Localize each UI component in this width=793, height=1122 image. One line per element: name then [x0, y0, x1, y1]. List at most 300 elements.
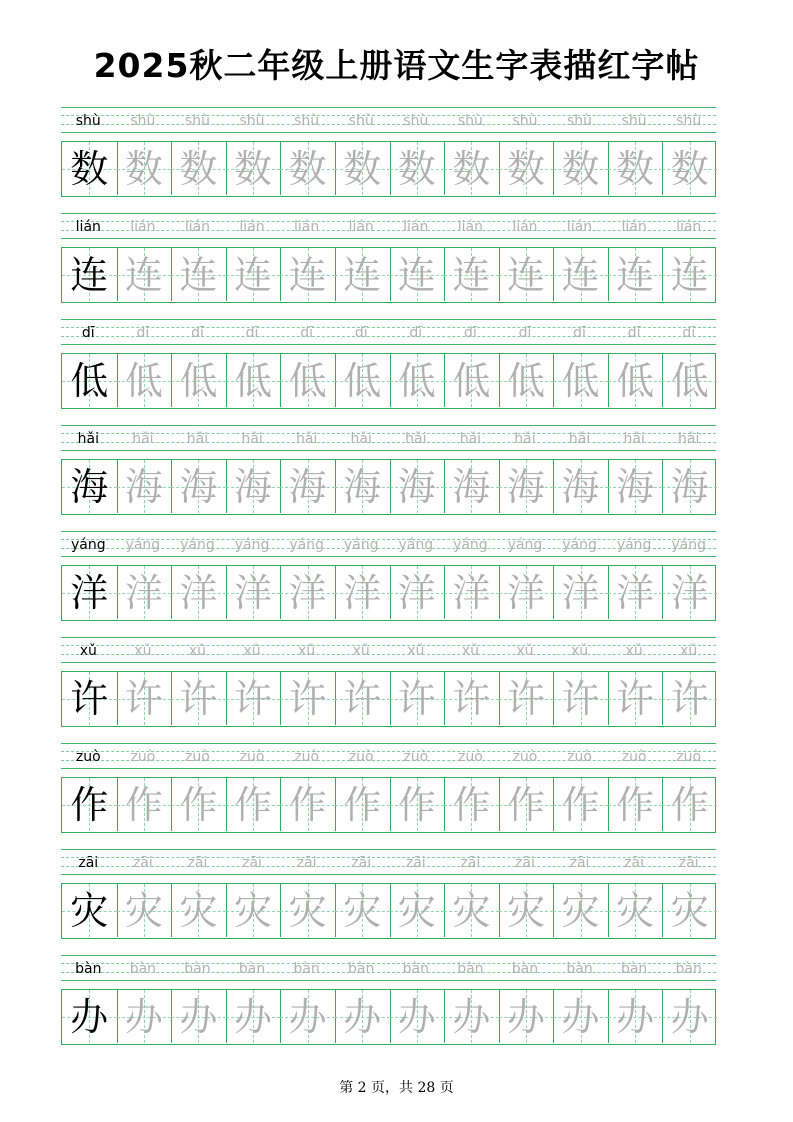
- tian-zi-cell: [117, 884, 172, 937]
- trace-character: 灾: [124, 888, 163, 933]
- tian-zi-cell: [499, 884, 554, 937]
- tian-zi-cell: [280, 142, 335, 195]
- tian-zi-cell: [335, 248, 390, 301]
- tian-zi-cell: [280, 778, 335, 831]
- trace-character: 作: [343, 782, 382, 827]
- trace-character: 灾: [561, 888, 600, 933]
- character-grid: [61, 565, 716, 621]
- pinyin-model: xǔ: [79, 643, 97, 659]
- tian-zi-cell: [390, 778, 445, 831]
- pinyin-trace: bàn: [238, 961, 266, 977]
- trace-character: 办: [288, 994, 327, 1039]
- page-footer: 第 2 页，共 28 页: [339, 1080, 454, 1096]
- tian-zi-cell: [62, 778, 117, 831]
- pinyin-trace: zuò: [567, 749, 592, 765]
- pinyin-trace: xǔ: [134, 643, 152, 659]
- tian-zi-cell: [662, 672, 717, 725]
- pinyin-trace: bàn: [511, 961, 539, 977]
- tian-zi-cell: [226, 566, 281, 619]
- tian-zi-cell: [662, 354, 717, 407]
- tian-zi-cell: [280, 354, 335, 407]
- trace-character: 海: [506, 464, 545, 509]
- tian-zi-cell: [226, 248, 281, 301]
- tian-zi-cell: [117, 460, 172, 513]
- tian-zi-cell: [662, 248, 717, 301]
- tian-zi-cell: [662, 990, 717, 1043]
- trace-character: 连: [616, 252, 655, 297]
- pinyin-trace: shù: [621, 113, 647, 129]
- pinyin-model: dī: [81, 325, 95, 341]
- tian-zi-cell: [62, 248, 117, 301]
- pinyin-trace: dī: [191, 325, 204, 341]
- trace-character: 洋: [234, 570, 273, 615]
- pinyin-model: shù: [75, 113, 101, 129]
- tian-zi-cell: [499, 248, 554, 301]
- pinyin-trace: yáng: [289, 537, 324, 553]
- pinyin-trace: yáng: [398, 537, 434, 553]
- tian-zi-cell: [335, 778, 390, 831]
- pinyin-trace: dī: [573, 325, 586, 341]
- model-character: 数: [70, 146, 109, 191]
- model-character: 洋: [70, 570, 109, 615]
- trace-character: 洋: [452, 570, 491, 615]
- trace-character: 作: [616, 782, 655, 827]
- trace-character: 许: [288, 676, 327, 721]
- tian-zi-cell: [444, 248, 499, 301]
- tian-zi-cell: [117, 990, 172, 1043]
- tian-zi-cell: [553, 460, 608, 513]
- pinyin-trace: xǔ: [352, 643, 370, 659]
- tian-zi-cell: [226, 142, 281, 195]
- pinyin-trace: zāi: [569, 855, 590, 871]
- tian-zi-cell: [335, 884, 390, 937]
- tian-zi-cell: [553, 672, 608, 725]
- pinyin-trace: xǔ: [570, 643, 589, 659]
- trace-character: 许: [670, 676, 709, 721]
- tian-zi-cell: [662, 142, 717, 195]
- pinyin-trace: xǔ: [461, 643, 479, 659]
- tian-zi-cell: [499, 354, 554, 407]
- trace-character: 海: [179, 464, 218, 509]
- trace-character: 连: [288, 252, 327, 297]
- tian-zi-cell: [444, 778, 499, 831]
- trace-character: 数: [288, 146, 327, 191]
- trace-character: 海: [288, 464, 327, 509]
- trace-character: 许: [397, 676, 436, 721]
- tian-zi-cell: [662, 778, 717, 831]
- tian-zi-cell: [390, 990, 445, 1043]
- trace-character: 办: [179, 994, 218, 1039]
- trace-character: 低: [616, 358, 655, 403]
- tian-zi-cell: [226, 990, 281, 1043]
- pinyin-trace: bàn: [348, 961, 375, 977]
- trace-character: 海: [670, 464, 709, 509]
- tian-zi-cell: [499, 566, 554, 619]
- pinyin-trace: lián: [512, 219, 538, 235]
- tian-zi-cell: [499, 460, 554, 513]
- pinyin-trace: bàn: [566, 961, 593, 977]
- tian-zi-cell: [444, 354, 499, 407]
- trace-character: 低: [179, 358, 218, 403]
- tian-zi-cell: [390, 460, 445, 513]
- model-character: 海: [70, 464, 109, 509]
- pinyin-trace: shù: [676, 113, 702, 129]
- character-grid: [61, 141, 716, 197]
- practice-row: [61, 849, 716, 955]
- pinyin-trace: bàn: [457, 961, 484, 977]
- trace-character: 海: [561, 464, 600, 509]
- trace-character: 数: [452, 146, 491, 191]
- trace-character: 灾: [179, 888, 218, 933]
- character-grid: [61, 671, 716, 727]
- trace-character: 作: [179, 782, 218, 827]
- tian-zi-cell: [662, 566, 717, 619]
- trace-character: 洋: [179, 570, 218, 615]
- trace-character: 低: [670, 358, 709, 403]
- pinyin-trace: zāi: [515, 855, 535, 871]
- pinyin-trace: bàn: [293, 961, 320, 977]
- trace-character: 许: [343, 676, 382, 721]
- trace-character: 办: [670, 994, 709, 1039]
- trace-character: 低: [506, 358, 545, 403]
- pinyin-trace: zuò: [185, 749, 210, 765]
- tian-zi-cell: [390, 672, 445, 725]
- trace-character: 许: [234, 676, 273, 721]
- tian-zi-cell: [608, 778, 663, 831]
- pinyin-model: zuò: [75, 749, 101, 765]
- trace-character: 灾: [343, 888, 382, 933]
- pinyin-trace: hǎi: [241, 431, 263, 447]
- trace-character: 低: [397, 358, 436, 403]
- tian-zi-cell: [553, 566, 608, 619]
- practice-row: [61, 637, 716, 743]
- pinyin-trace: zuò: [348, 749, 374, 765]
- pinyin-trace: hǎi: [568, 431, 591, 447]
- tian-zi-cell: [553, 354, 608, 407]
- tian-zi-cell: [444, 142, 499, 195]
- tian-zi-cell: [553, 248, 608, 301]
- pinyin-trace: hǎi: [186, 431, 209, 447]
- tian-zi-cell: [62, 460, 117, 513]
- trace-character: 海: [124, 464, 163, 509]
- trace-character: 洋: [506, 570, 545, 615]
- trace-character: 许: [452, 676, 491, 721]
- tian-zi-cell: [62, 884, 117, 937]
- trace-character: 连: [670, 252, 709, 297]
- pinyin-trace: zāi: [351, 855, 372, 871]
- tian-zi-cell: [499, 142, 554, 195]
- tian-zi-cell: [444, 460, 499, 513]
- character-grid: [61, 883, 716, 939]
- trace-character: 灾: [452, 888, 491, 933]
- trace-character: 数: [124, 146, 163, 191]
- trace-character: 许: [561, 676, 600, 721]
- pinyin-trace: dī: [300, 325, 314, 341]
- tian-zi-cell: [608, 460, 663, 513]
- pinyin-band: [61, 637, 716, 663]
- pinyin-trace: zāi: [296, 855, 317, 871]
- trace-character: 低: [124, 358, 163, 403]
- pinyin-band: [61, 849, 716, 875]
- tian-zi-cell: [608, 990, 663, 1043]
- tian-zi-cell: [608, 142, 663, 195]
- trace-character: 海: [397, 464, 436, 509]
- pinyin-trace: xǔ: [625, 643, 643, 659]
- trace-character: 作: [397, 782, 436, 827]
- tian-zi-cell: [499, 672, 554, 725]
- tian-zi-cell: [335, 354, 390, 407]
- pinyin-band: [61, 319, 716, 345]
- pinyin-trace: xǔ: [407, 643, 425, 659]
- pinyin-trace: dī: [627, 325, 641, 341]
- tian-zi-cell: [171, 884, 226, 937]
- pinyin-trace: shù: [239, 113, 265, 129]
- pinyin-trace: shù: [403, 113, 429, 129]
- trace-character: 连: [343, 252, 382, 297]
- tian-zi-cell: [280, 672, 335, 725]
- tian-zi-cell: [226, 354, 281, 407]
- trace-character: 低: [234, 358, 273, 403]
- tian-zi-cell: [171, 566, 226, 619]
- pinyin-trace: hǎi: [132, 431, 154, 447]
- pinyin-band: [61, 531, 716, 557]
- character-grid: [61, 989, 716, 1045]
- trace-character: 办: [124, 994, 163, 1039]
- tian-zi-cell: [390, 142, 445, 195]
- tian-zi-cell: [171, 990, 226, 1043]
- pinyin-trace: shù: [348, 113, 374, 129]
- practice-row: [61, 425, 716, 531]
- pinyin-trace: yáng: [507, 537, 543, 553]
- trace-character: 作: [288, 782, 327, 827]
- tian-zi-cell: [662, 884, 717, 937]
- tian-zi-cell: [553, 142, 608, 195]
- pinyin-trace: yáng: [125, 537, 161, 553]
- tian-zi-cell: [117, 566, 172, 619]
- trace-character: 数: [670, 146, 709, 191]
- trace-character: 洋: [561, 570, 600, 615]
- trace-character: 低: [561, 358, 600, 403]
- pinyin-band: [61, 743, 716, 769]
- tian-zi-cell: [444, 672, 499, 725]
- tian-zi-cell: [280, 248, 335, 301]
- model-character: 低: [70, 358, 109, 403]
- trace-character: 灾: [397, 888, 436, 933]
- tian-zi-cell: [171, 672, 226, 725]
- tian-zi-cell: [335, 990, 390, 1043]
- tian-zi-cell: [553, 778, 608, 831]
- trace-character: 连: [506, 252, 545, 297]
- pinyin-model: hǎi: [77, 431, 99, 447]
- trace-character: 许: [506, 676, 545, 721]
- tian-zi-cell: [171, 354, 226, 407]
- pinyin-trace: yáng: [453, 537, 488, 553]
- tian-zi-cell: [171, 248, 226, 301]
- tian-zi-cell: [608, 248, 663, 301]
- pinyin-trace: lián: [566, 219, 593, 235]
- trace-character: 许: [616, 676, 655, 721]
- pinyin-model: lián: [75, 219, 101, 235]
- pinyin-trace: dī: [136, 325, 150, 341]
- trace-character: 数: [561, 146, 600, 191]
- practice-row: [61, 531, 716, 637]
- trace-character: 数: [397, 146, 436, 191]
- tian-zi-cell: [608, 566, 663, 619]
- pinyin-trace: hǎi: [678, 431, 700, 447]
- trace-character: 作: [124, 782, 163, 827]
- pinyin-trace: shù: [512, 113, 538, 129]
- pinyin-trace: dī: [518, 325, 532, 341]
- tian-zi-cell: [62, 142, 117, 195]
- pinyin-trace: lián: [348, 219, 374, 235]
- tian-zi-cell: [499, 778, 554, 831]
- trace-character: 数: [179, 146, 218, 191]
- practice-row: [61, 319, 716, 425]
- trace-character: 洋: [124, 570, 163, 615]
- pinyin-trace: lián: [403, 219, 429, 235]
- model-character: 作: [70, 782, 109, 827]
- pinyin-trace: lián: [239, 219, 265, 235]
- model-character: 灾: [70, 888, 109, 933]
- tian-zi-cell: [117, 354, 172, 407]
- tian-zi-cell: [62, 354, 117, 407]
- trace-character: 办: [234, 994, 273, 1039]
- trace-character: 洋: [670, 570, 709, 615]
- page-title: 2025秋二年级上册语文生字表描红字帖: [93, 46, 700, 85]
- pinyin-trace: yáng: [343, 537, 379, 553]
- pinyin-model: zāi: [78, 855, 99, 871]
- trace-character: 数: [616, 146, 655, 191]
- tian-zi-cell: [335, 566, 390, 619]
- model-character: 许: [70, 676, 109, 721]
- trace-character: 洋: [397, 570, 436, 615]
- pinyin-band: [61, 955, 716, 981]
- tian-zi-cell: [171, 778, 226, 831]
- trace-character: 办: [343, 994, 382, 1039]
- trace-character: 灾: [506, 888, 545, 933]
- tian-zi-cell: [280, 566, 335, 619]
- tian-zi-cell: [662, 460, 717, 513]
- pinyin-trace: zāi: [678, 855, 699, 871]
- tian-zi-cell: [280, 990, 335, 1043]
- pinyin-trace: zāi: [624, 855, 645, 871]
- trace-character: 连: [234, 252, 273, 297]
- pinyin-trace: dī: [354, 325, 368, 341]
- practice-row: [61, 743, 716, 849]
- tian-zi-cell: [226, 460, 281, 513]
- trace-character: 灾: [234, 888, 273, 933]
- pinyin-trace: xǔ: [516, 643, 534, 659]
- trace-character: 低: [288, 358, 327, 403]
- pinyin-trace: zuò: [621, 749, 647, 765]
- tian-zi-cell: [117, 248, 172, 301]
- pinyin-trace: hǎi: [459, 431, 482, 447]
- practice-row: [61, 213, 716, 319]
- pinyin-trace: shù: [184, 113, 210, 129]
- practice-sheet: [61, 107, 716, 1061]
- tian-zi-cell: [62, 566, 117, 619]
- character-grid: [61, 247, 716, 303]
- tian-zi-cell: [117, 142, 172, 195]
- pinyin-trace: xǔ: [243, 643, 261, 659]
- pinyin-trace: yáng: [562, 537, 597, 553]
- tian-zi-cell: [62, 990, 117, 1043]
- trace-character: 数: [234, 146, 273, 191]
- pinyin-trace: yáng: [180, 537, 215, 553]
- trace-character: 作: [452, 782, 491, 827]
- trace-character: 办: [616, 994, 655, 1039]
- pinyin-trace: shù: [567, 113, 593, 129]
- pinyin-trace: zāi: [187, 855, 208, 871]
- pinyin-trace: shù: [294, 113, 320, 129]
- pinyin-trace: xǔ: [298, 643, 316, 659]
- tian-zi-cell: [553, 884, 608, 937]
- pinyin-trace: hǎi: [350, 431, 372, 447]
- tian-zi-cell: [335, 460, 390, 513]
- pinyin-trace: shù: [457, 113, 483, 129]
- pinyin-trace: zuò: [130, 749, 156, 765]
- pinyin-trace: yáng: [616, 537, 652, 553]
- pinyin-trace: bàn: [129, 961, 157, 977]
- tian-zi-cell: [390, 566, 445, 619]
- pinyin-trace: hǎi: [514, 431, 536, 447]
- model-character: 办: [70, 994, 109, 1039]
- pinyin-trace: lián: [457, 219, 483, 235]
- character-grid: [61, 777, 716, 833]
- pinyin-trace: lián: [184, 219, 211, 235]
- trace-character: 洋: [288, 570, 327, 615]
- pinyin-trace: zāi: [405, 855, 426, 871]
- pinyin-trace: bàn: [184, 961, 211, 977]
- pinyin-trace: zuò: [294, 749, 320, 765]
- pinyin-trace: shù: [130, 113, 156, 129]
- pinyin-trace: zuò: [457, 749, 483, 765]
- tian-zi-cell: [280, 884, 335, 937]
- tian-zi-cell: [117, 672, 172, 725]
- pinyin-trace: bàn: [675, 961, 702, 977]
- pinyin-trace: dī: [463, 325, 477, 341]
- character-grid: [61, 459, 716, 515]
- trace-character: 海: [616, 464, 655, 509]
- tian-zi-cell: [444, 884, 499, 937]
- trace-character: 办: [397, 994, 436, 1039]
- trace-character: 许: [124, 676, 163, 721]
- trace-character: 数: [343, 146, 382, 191]
- pinyin-trace: hǎi: [295, 431, 318, 447]
- pinyin-trace: xǔ: [188, 643, 207, 659]
- pinyin-trace: zuò: [512, 749, 538, 765]
- practice-row: [61, 955, 716, 1061]
- tian-zi-cell: [226, 884, 281, 937]
- tian-zi-cell: [390, 354, 445, 407]
- trace-character: 灾: [616, 888, 655, 933]
- trace-character: 许: [179, 676, 218, 721]
- practice-row: [61, 107, 716, 213]
- pinyin-trace: lián: [621, 219, 647, 235]
- pinyin-trace: dī: [245, 325, 259, 341]
- trace-character: 数: [506, 146, 545, 191]
- pinyin-model: bàn: [75, 961, 102, 977]
- tian-zi-cell: [62, 672, 117, 725]
- tian-zi-cell: [608, 672, 663, 725]
- tian-zi-cell: [171, 460, 226, 513]
- tian-zi-cell: [608, 354, 663, 407]
- trace-character: 低: [343, 358, 382, 403]
- pinyin-model: yáng: [70, 537, 106, 553]
- pinyin-trace: hǎi: [405, 431, 427, 447]
- pinyin-trace: zuò: [403, 749, 429, 765]
- pinyin-trace: bàn: [402, 961, 429, 977]
